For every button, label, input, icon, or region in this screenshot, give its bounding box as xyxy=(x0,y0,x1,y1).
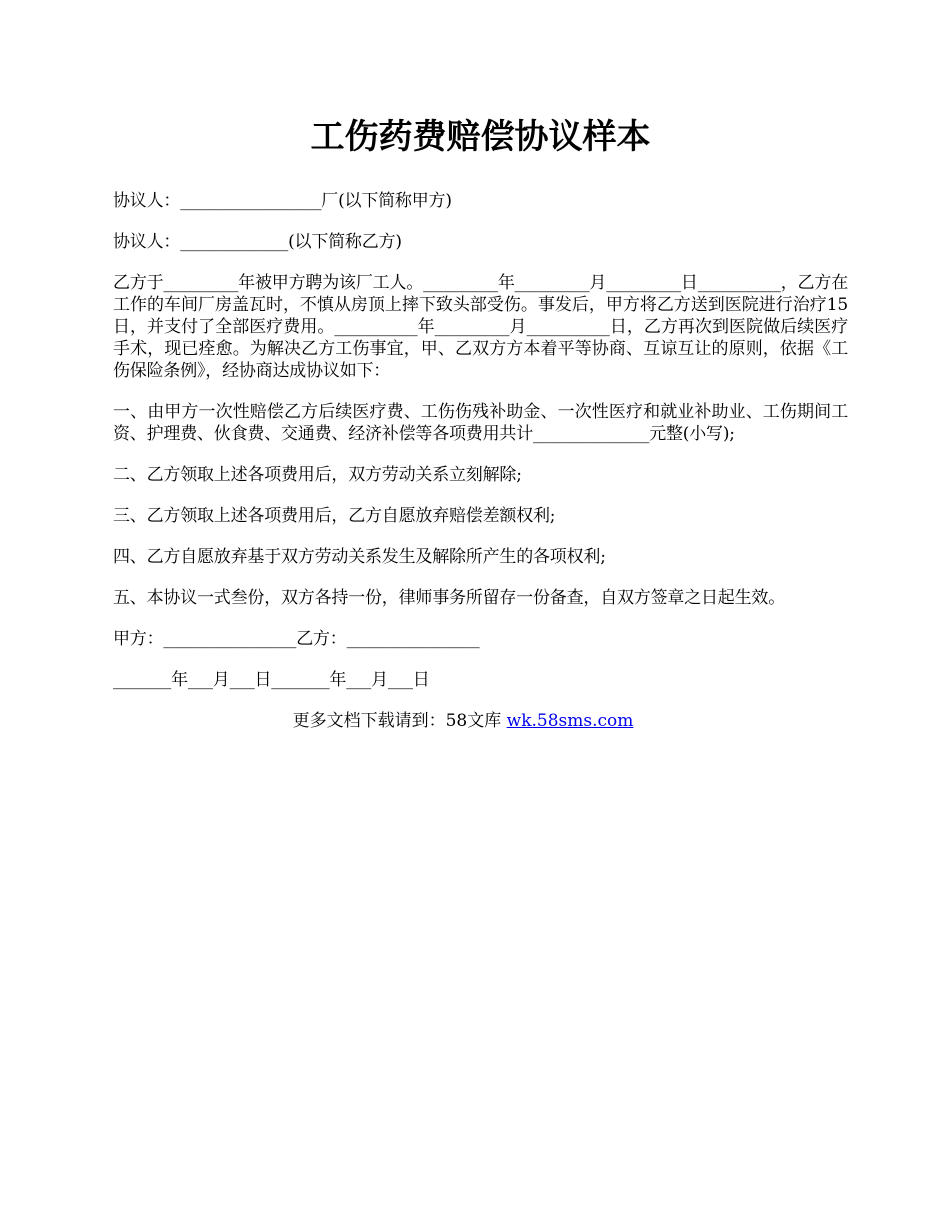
clause-3: 三、乙方领取上述各项费用后，乙方自愿放弃赔偿差额权利; xyxy=(113,506,556,526)
clause-4: 四、乙方自愿放弃基于双方劳动关系发生及解除所产生的各项权利; xyxy=(113,547,606,567)
footer-link[interactable]: wk.58sms.com xyxy=(506,711,634,731)
signature-line: 甲方：________________乙方：________________ xyxy=(113,629,480,649)
document-page xyxy=(113,112,848,732)
clause-5: 五、本协议一式叁份，双方各持一份，律师事务所留存一份备查，自双方签章之日起生效。 xyxy=(113,588,785,608)
party-b-line: 协议人：_____________(以下简称乙方) xyxy=(113,232,402,252)
clause-2: 二、乙方领取上述各项费用后，双方劳动关系立刻解除; xyxy=(113,465,522,485)
document-title: 工伤药费赔偿协议样本 xyxy=(310,117,651,157)
footer xyxy=(113,710,848,732)
background-paragraph: 乙方于_________年被甲方聘为该厂工人。_________年_________月_________日__________，乙方在工作的车间厂房盖瓦时，不慎从房顶上摔下致头部受伤。事发后，甲方将乙方送到医院进行治疗15日，并支付了全部医疗费用。__________年_________月__________日，乙方再次到医院做后续医疗手术，现已痊愈。为解决乙方工伤事宜，甲、乙双方方本着平等协商、互谅互让的原则，依据《工伤保险条例》，经协商达成协议如下： xyxy=(113,273,848,381)
party-a-line: 协议人：_________________厂(以下简称甲方) xyxy=(113,191,452,211)
date-line: _______年___月___日_______年___月___日 xyxy=(113,670,430,690)
clause-1: 一、由甲方一次性赔偿乙方后续医疗费、工伤伤残补助金、一次性医疗和就业补助业、工伤期间工资、护理费、伙食费、交通费、经济补偿等各项费用共计______________元整(小写); xyxy=(113,402,848,444)
footer-text: 更多文档下载请到：58文库 xyxy=(292,711,507,731)
